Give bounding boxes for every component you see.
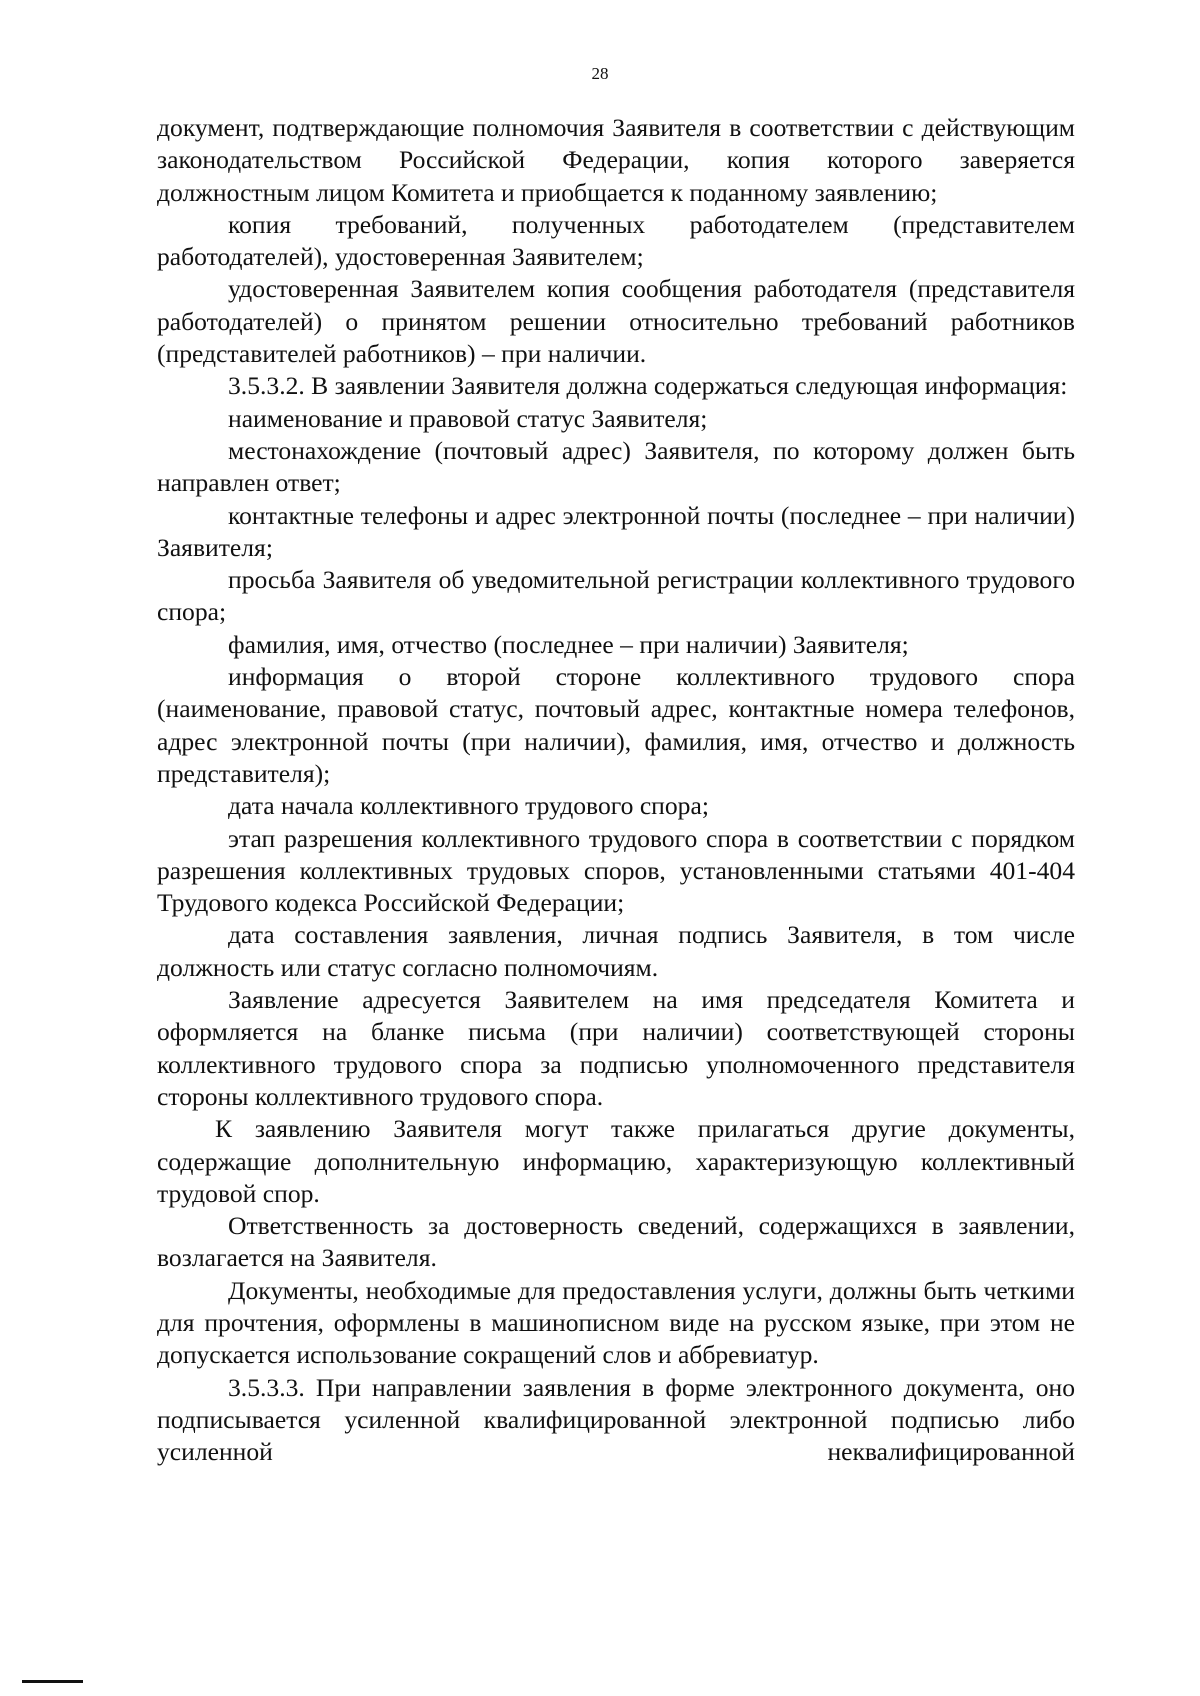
paragraph: Ответственность за достоверность сведений, содержащихся в заявлении, возлагается на Заявителя. bbox=[157, 1211, 1075, 1273]
paragraph: К заявлению Заявителя могут также прилагаться другие документы, содержащие дополнительную информацию, характеризующую коллективный трудовой спор. bbox=[157, 1114, 1075, 1208]
page-number: 28 bbox=[591, 64, 609, 83]
paragraph: наименование и правовой статус Заявителя; bbox=[228, 403, 708, 433]
paragraph: Заявление адресуется Заявителем на имя председателя Комитета и оформляется на бланке письма (при наличии) соответствующей стороны коллективного трудового спора за подписью уполномоченного представителя стороны коллективного трудового спора. bbox=[157, 985, 1075, 1111]
paragraph: этап разрешения коллективного трудового спора в соответствии с порядком разрешения коллективных трудовых споров, установленными статьями 401-404 Трудового кодекса Российской Федерации; bbox=[157, 823, 1075, 918]
paragraph: Документы, необходимые для предоставления услуги, должны быть четкими для прочтения, оформлены в машинописном виде на русском языке, при этом не допускается использование сокращений слов и аббревиатур. bbox=[157, 1275, 1075, 1370]
paragraph: дата начала коллективного трудового спора; bbox=[228, 791, 709, 821]
paragraph: дата составления заявления, личная подпись Заявителя, в том числе должность или статус согласно полномочиям. bbox=[157, 920, 1075, 982]
paragraph: 3.5.3.2. В заявлении Заявителя должна содержаться следующая информация: bbox=[228, 371, 1068, 401]
paragraph: местонахождение (почтовый адрес) Заявителя, по которому должен быть направлен ответ; bbox=[157, 435, 1075, 498]
paragraph: просьба Заявителя об уведомительной регистрации коллективного трудового спора; bbox=[157, 565, 1075, 627]
paragraph: документ, подтверждающие полномочия Заявителя в соответствии с действующим законодательством Российской Федерации, копия которого заверяется должностным лицом Комитета и приобщается к поданному заявлению; bbox=[157, 113, 1075, 207]
paragraph: копия требований, полученных работодателем (представителем работодателей), удостоверенная Заявителем; bbox=[157, 209, 1075, 272]
paragraph: 3.5.3.3. При направлении заявления в форме электронного документа, оно подписывается усиленной квалифицированной электронной подписью либо усиленной неквалифицированной bbox=[157, 1372, 1075, 1467]
paragraph: фамилия, имя, отчество (последнее – при наличии) Заявителя; bbox=[228, 629, 909, 659]
paragraph: удостоверенная Заявителем копия сообщения работодателя (представителя работодателей) о принятом решении относительно требований работников (представителей работников) – при наличии. bbox=[157, 274, 1075, 369]
paragraph: информация о второй стороне коллективного трудового спора (наименование, правовой статус, почтовый адрес, контактные номера телефонов, адрес электронной почты (при наличии), фамилия, имя, отчество и должность представителя); bbox=[157, 662, 1075, 788]
paragraph: контактные телефоны и адрес электронной почты (последнее – при наличии) Заявителя; bbox=[157, 500, 1075, 562]
page-edge-mark bbox=[22, 1680, 83, 1683]
document-body bbox=[157, 112, 1075, 1468]
